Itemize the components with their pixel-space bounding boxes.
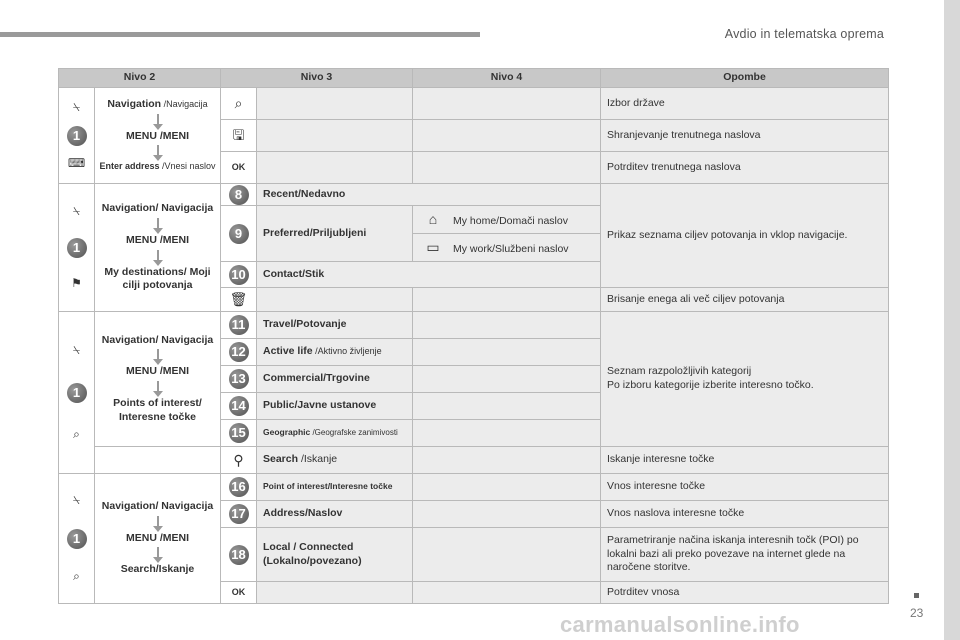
active-life-label: Active life [263, 345, 313, 358]
step-badge: 17 [229, 504, 249, 524]
home-label: My home/Domači naslov [453, 215, 568, 228]
keyboard-icon: ⌨ [67, 155, 86, 170]
step-badge: 12 [229, 342, 249, 362]
icon-cell [221, 88, 257, 120]
step-badge: 1 [67, 238, 87, 258]
geographic-label-sl: /Geografske zanimivosti [310, 428, 398, 438]
table-row [59, 184, 889, 206]
work-label: My work/Službeni naslov [453, 243, 569, 256]
commercial-option[interactable]: Commercial/Trgovine [257, 366, 413, 393]
level2-cell [95, 88, 221, 184]
step-badge: 16 [229, 477, 249, 497]
icon-cell [221, 288, 257, 312]
home-icon: ⌂ [428, 211, 438, 228]
level4-cell [413, 447, 601, 474]
save-icon[interactable]: 🖫 [232, 127, 245, 144]
navigation-label-sl: /Navigacija [161, 99, 208, 110]
navigation-label: Navigation [107, 98, 162, 111]
icon-cell [221, 393, 257, 420]
public-option[interactable]: Public/Javne ustanove [257, 393, 413, 420]
step-badge: 10 [229, 265, 249, 285]
col-header-level2: Nivo 2 [59, 69, 221, 88]
geographic-label: Geographic [263, 427, 311, 438]
search-label: Search/Iskanje [120, 563, 195, 576]
icon-cell [221, 420, 257, 447]
note-cell [601, 312, 889, 447]
level4-cell [413, 120, 601, 152]
step-badge: 9 [229, 224, 249, 244]
side-strip [944, 0, 960, 640]
home-option[interactable] [413, 206, 601, 234]
country-search-icon[interactable]: ⌕ [234, 95, 243, 112]
step-badge: 11 [229, 315, 249, 335]
level4-cell [413, 474, 601, 501]
ok-button[interactable]: OK [231, 586, 246, 597]
col-header-notes: Opombe [601, 69, 889, 88]
step-badge: 15 [229, 423, 249, 443]
down-arrow-icon [157, 250, 159, 260]
poi-option[interactable]: Point of interest/Interesne točke [257, 474, 413, 501]
level4-cell [413, 312, 601, 339]
level4-cell [413, 528, 601, 582]
note-cell: Prikaz seznama ciljev potovanja in vklop navigacije. [601, 184, 889, 288]
page-number: 23 [910, 606, 924, 620]
step-badge: 1 [67, 126, 87, 146]
navigation-label: Navigation/ Navigacija [101, 333, 214, 346]
address-option[interactable]: Address/Naslov [257, 501, 413, 528]
header-bar [0, 32, 480, 37]
level4-cell [413, 339, 601, 366]
level4-cell [413, 420, 601, 447]
note-cell: Vnos naslova interesne točke [601, 501, 889, 528]
icon-cell [221, 582, 257, 604]
level3-cell [257, 582, 413, 604]
note-cell: Vnos interesne točke [601, 474, 889, 501]
travel-option[interactable]: Travel/Potovanje [257, 312, 413, 339]
level2-cell [95, 474, 221, 604]
menu-label: MENU /MENI [126, 233, 189, 246]
search-label-sl: /Iskanje [298, 453, 338, 466]
level4-cell [413, 88, 601, 120]
table-row [59, 474, 889, 501]
navigation-menu-table [58, 68, 889, 604]
step-badge: 1 [67, 383, 87, 403]
down-arrow-icon [157, 547, 159, 557]
categories-note: Seznam razpoložljivih kategorij [607, 365, 752, 378]
down-arrow-icon [157, 145, 159, 155]
search-option[interactable] [257, 447, 413, 474]
active-life-option[interactable] [257, 339, 413, 366]
navigation-label: Navigation/ Navigacija [101, 500, 214, 513]
step-badge: 13 [229, 369, 249, 389]
level4-cell [413, 288, 601, 312]
icon-cell [221, 184, 257, 206]
search-icon[interactable]: ⚲ [233, 451, 244, 468]
icon-cell [221, 447, 257, 474]
level3-cell [257, 88, 413, 120]
down-arrow-icon [157, 218, 159, 228]
down-arrow-icon [157, 516, 159, 526]
watermark: carmanualsonline.info [560, 612, 800, 637]
level1-cell [59, 474, 95, 604]
icon-cell [221, 206, 257, 262]
poi-search-icon: ⌕ [73, 426, 80, 441]
points-of-interest-label: Points of interest/ Interesne točke [113, 397, 202, 423]
down-arrow-icon [157, 114, 159, 124]
col-header-level4: Nivo 4 [413, 69, 601, 88]
icon-cell [221, 528, 257, 582]
navigation-arrow-icon: ⍀ [72, 492, 81, 507]
level4-cell [413, 152, 601, 184]
step-badge: 1 [67, 529, 87, 549]
note-cell: Potrditev trenutnega naslova [601, 152, 889, 184]
icon-cell [221, 339, 257, 366]
menu-label: MENU /MENI [126, 365, 189, 378]
level1-cell [59, 312, 95, 474]
icon-cell [221, 152, 257, 184]
level4-cell [413, 366, 601, 393]
enter-address-label: Enter address [99, 161, 160, 172]
level3-cell [257, 288, 413, 312]
menu-label: MENU /MENI [126, 531, 189, 544]
note-cell: Iskanje interesne točke [601, 447, 889, 474]
level4-cell [413, 393, 601, 420]
navigation-arrow-icon: ⍀ [72, 342, 81, 357]
navigation-arrow-icon: ⍀ [72, 203, 81, 218]
table-row [59, 312, 889, 339]
note-cell: Potrditev vnosa [601, 582, 889, 604]
search-label: Search [263, 453, 299, 466]
contact-option[interactable]: Contact/Stik [257, 262, 601, 288]
bullet-marker [914, 593, 919, 598]
note-cell: Brisanje enega ali več ciljev potovanja [601, 288, 889, 312]
ok-button[interactable]: OK [231, 161, 246, 172]
step-badge: 8 [229, 185, 249, 205]
note-cell: Izbor države [601, 88, 889, 120]
icon-cell [221, 501, 257, 528]
down-arrow-icon [157, 381, 159, 391]
recent-option[interactable]: Recent/Nedavno [257, 184, 601, 206]
work-option[interactable] [413, 234, 601, 262]
level2-cell [95, 447, 221, 474]
down-arrow-icon [157, 349, 159, 359]
enter-address-label-sl: /Vnesi naslov [159, 161, 216, 172]
table-header-row [59, 69, 889, 88]
search-abc-icon: ⌕ [73, 568, 80, 583]
preferred-option[interactable]: Preferred/Priljubljeni [257, 206, 413, 262]
active-life-label-sl: /Aktivno življenje [312, 346, 382, 357]
icon-cell [221, 366, 257, 393]
categories-note-2: Po izboru kategorije izberite interesno točko. [607, 379, 814, 391]
my-destinations-label: My destinations/ Moji cilji potovanja [104, 265, 211, 292]
level1-cell [59, 88, 95, 184]
menu-label: MENU /MENI [126, 129, 189, 142]
trash-icon[interactable]: 🗑 [229, 291, 248, 308]
level4-cell [413, 582, 601, 604]
table-row [59, 88, 889, 120]
icon-cell [221, 312, 257, 339]
navigation-arrow-icon: ⍀ [72, 99, 81, 114]
level3-cell [257, 152, 413, 184]
col-header-level3: Nivo 3 [221, 69, 413, 88]
flag-icon: ⚑ [71, 275, 82, 290]
local-connected-option[interactable]: Local / Connected (Lokalno/povezano) [257, 528, 413, 582]
geographic-option[interactable] [257, 420, 413, 447]
note-cell: Parametriranje načina iskanja interesnih točk (POI) po lokalni bazi ali preko povezave na internet glede na naročene storitve. [601, 528, 889, 582]
icon-cell [221, 120, 257, 152]
step-badge: 18 [229, 545, 249, 565]
page-header-title: Avdio in telematska oprema [724, 27, 884, 41]
navigation-label: Navigation/ Navigacija [101, 202, 214, 215]
icon-cell [221, 262, 257, 288]
note-cell: Shranjevanje trenutnega naslova [601, 120, 889, 152]
table-row [59, 447, 889, 474]
icon-cell [221, 474, 257, 501]
level1-cell [59, 184, 95, 312]
level2-cell [95, 312, 221, 447]
level2-cell [95, 184, 221, 312]
level3-cell [257, 120, 413, 152]
briefcase-icon: ▭ [426, 239, 440, 256]
level4-cell [413, 501, 601, 528]
step-badge: 14 [229, 396, 249, 416]
